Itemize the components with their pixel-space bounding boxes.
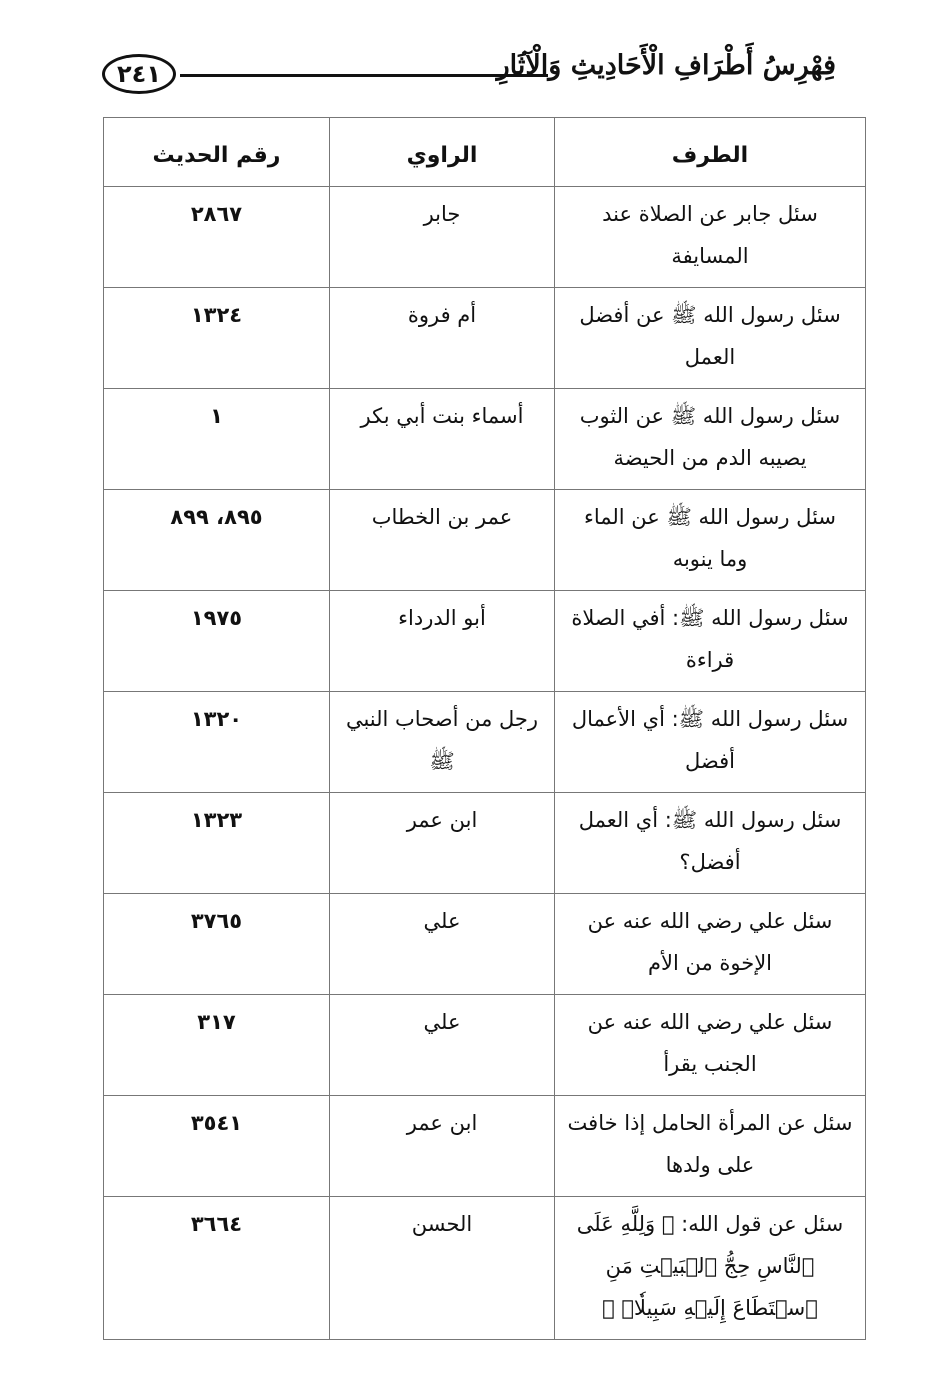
page-header bbox=[98, 50, 838, 106]
hadith-index-table bbox=[103, 117, 866, 1340]
tarf-text: سئل رسول الله ﷺ عن الثوب يصيبه الدم من الحيضة bbox=[579, 404, 841, 470]
hadith-number-cell: ٣٥٤١ bbox=[104, 1096, 330, 1197]
tarf-cell bbox=[555, 1096, 866, 1197]
table-row bbox=[104, 591, 866, 692]
tarf-cell bbox=[555, 187, 866, 288]
tarf-cell bbox=[555, 591, 866, 692]
hadith-number-cell: ١٣٢٤ bbox=[104, 288, 330, 389]
table-row bbox=[104, 1096, 866, 1197]
page-number: ٢٤١ bbox=[102, 54, 176, 94]
tarf-text: سئل علي رضي الله عنه عن الإخوة من الأم bbox=[587, 909, 833, 975]
tarf-text: سئل جابر عن الصلاة عند المسايفة bbox=[602, 202, 818, 268]
rawi-cell: علي bbox=[330, 995, 555, 1096]
tarf-cell bbox=[555, 995, 866, 1096]
hadith-number-cell: ١٣٢٣ bbox=[104, 793, 330, 894]
tarf-text: سئل رسول الله ﷺ: أفي الصلاة قراءة bbox=[571, 606, 849, 672]
tarf-cell bbox=[555, 692, 866, 793]
rawi-cell: ابن عمر bbox=[330, 1096, 555, 1197]
hadith-number-cell: ٨٩٥، ٨٩٩ bbox=[104, 490, 330, 591]
table-row bbox=[104, 995, 866, 1096]
rawi-cell: أبو الدرداء bbox=[330, 591, 555, 692]
table-row bbox=[104, 692, 866, 793]
table-row bbox=[104, 389, 866, 490]
tarf-text: سئل عن المرأة الحامل إذا خافت على ولدها bbox=[567, 1111, 853, 1177]
hadith-number-cell: ٣٧٦٥ bbox=[104, 894, 330, 995]
table-row bbox=[104, 288, 866, 389]
tarf-text: سئل رسول الله ﷺ عن أفضل العمل bbox=[579, 303, 841, 369]
table-header-row bbox=[104, 118, 866, 187]
hadith-number-cell: ١٩٧٥ bbox=[104, 591, 330, 692]
table-row bbox=[104, 1197, 866, 1340]
table-row bbox=[104, 793, 866, 894]
rawi-cell: عمر بن الخطاب bbox=[330, 490, 555, 591]
hadith-number-cell: ٢٨٦٧ bbox=[104, 187, 330, 288]
header-rule bbox=[180, 74, 548, 77]
rawi-cell: جابر bbox=[330, 187, 555, 288]
tarf-text: سئل عن قول الله: ﴿ وَلِلَّهِ عَلَى ٱلنَّاسِ حِجُّ ٱلۡبَيۡتِ مَنِ ٱسۡتَطَاعَ إِلَيۡهِ سَبِيلٗاۚ ﴾ bbox=[576, 1212, 844, 1320]
rawi-cell: رجل من أصحاب النبي ﷺ bbox=[330, 692, 555, 793]
hadith-number-cell: ٣١٧ bbox=[104, 995, 330, 1096]
column-header-rawi: الراوي bbox=[330, 118, 555, 187]
tarf-cell bbox=[555, 894, 866, 995]
tarf-text: سئل علي رضي الله عنه عن الجنب يقرأ bbox=[587, 1010, 833, 1076]
column-header-tarf: الطرف bbox=[555, 118, 866, 187]
tarf-text: سئل رسول الله ﷺ عن الماء وما ينوبه bbox=[583, 505, 837, 571]
tarf-cell bbox=[555, 793, 866, 894]
rawi-cell: الحسن bbox=[330, 1197, 555, 1340]
column-header-number: رقم الحديث bbox=[104, 118, 330, 187]
hadith-number-cell: ١٣٢٠ bbox=[104, 692, 330, 793]
hadith-number-cell: ١ bbox=[104, 389, 330, 490]
tarf-cell bbox=[555, 490, 866, 591]
table-row bbox=[104, 187, 866, 288]
tarf-cell bbox=[555, 1197, 866, 1340]
rawi-cell: علي bbox=[330, 894, 555, 995]
tarf-cell bbox=[555, 389, 866, 490]
rawi-cell: ابن عمر bbox=[330, 793, 555, 894]
page-title: فِهْرِسُ أَطْرَافِ الْأَحَادِيثِ وَالْآثَارِ bbox=[496, 50, 836, 81]
table-row bbox=[104, 894, 866, 995]
rawi-cell: أم فروة bbox=[330, 288, 555, 389]
tarf-text: سئل رسول الله ﷺ: أي العمل أفضل؟ bbox=[578, 808, 842, 874]
tarf-text: سئل رسول الله ﷺ: أي الأعمال أفضل bbox=[571, 707, 849, 773]
tarf-cell bbox=[555, 288, 866, 389]
hadith-number-cell: ٣٦٦٤ bbox=[104, 1197, 330, 1340]
table-row bbox=[104, 490, 866, 591]
rawi-cell: أسماء بنت أبي بكر bbox=[330, 389, 555, 490]
